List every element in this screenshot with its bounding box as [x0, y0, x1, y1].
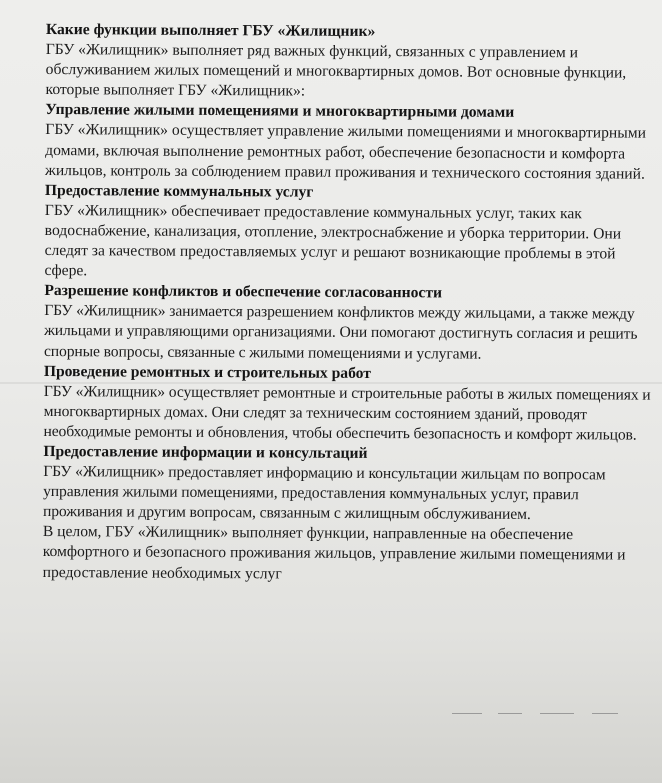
- section-heading-repairs: Проведение ремонтных и строительных работ: [43, 362, 372, 382]
- section-heading-management: Управление жилыми помещениями и многоквартирными домами: [45, 101, 515, 122]
- document-title: Какие функции выполняет ГБУ «Жилищник»: [45, 20, 376, 41]
- section-heading-utilities: Предоставление коммунальных услуг: [44, 181, 314, 201]
- section-heading-information: Предоставление информации и консультаций: [43, 442, 368, 462]
- section-text-management: ГБУ «Жилищник» осуществляет управление жилыми помещениями и многоквартирными домами, включая выполнение ремонтных работ, обеспечение безопасности и комфорта жильцов, контроль за соблюдением правил проживания и технического состояния зданий.: [45, 121, 646, 183]
- faint-mark: [452, 713, 482, 714]
- faint-mark: [498, 713, 522, 714]
- section-heading-conflicts: Разрешение конфликтов и обеспечение согласованности: [44, 282, 443, 302]
- section-text-conflicts: ГБУ «Жилищник» занимается разрешением конфликтов между жильцами, а также между жильцами и управляющими организациями. Они помогают достигнуть согласия и решить спорные вопросы, связанные с жилыми помещениями и услугами.: [43, 302, 638, 363]
- conclusion-paragraph: В целом, ГБУ «Жилищник» выполняет функции, направленные на обеспечение комфортного и безопасного проживания жильцов, управление жилыми помещениями и предоставление необходимых услуг: [42, 523, 626, 582]
- section-text-repairs: ГБУ «Жилищник» осуществляет ремонтные и строительные работы в жилых помещениях и многоквартирных домах. Они следят за техническим состоянием зданий, проводят необходимые ремонты и обновления, чтобы обеспечить безопасность и комфорт жильцов.: [43, 382, 651, 444]
- intro-paragraph: ГБУ «Жилищник» выполняет ряд важных функций, связанных с управлением и обслуживанием жилых помещений и многоквартирных домов. Вот основные функции, которые выполняет ГБУ «Жилищник»:: [45, 41, 627, 100]
- document-body: [43, 20, 658, 586]
- faint-mark: [592, 713, 618, 714]
- faint-mark: [540, 713, 574, 714]
- section-text-utilities: ГБУ «Жилищник» обеспечивает предоставление коммунальных услуг, таких как водоснабжение, канализация, отопление, электроснабжение и уборка территории. Они следят за качеством предоставляемых услуг и решают возникающие проблемы в этой сфере.: [44, 201, 622, 280]
- section-text-information: ГБУ «Жилищник» предоставляет информацию и консультации жильцам по вопросам управления жилыми помещениями, предоставления коммунальных услуг, правил проживания и другим вопросам, связанным с жилищным обслуживанием.: [42, 463, 606, 524]
